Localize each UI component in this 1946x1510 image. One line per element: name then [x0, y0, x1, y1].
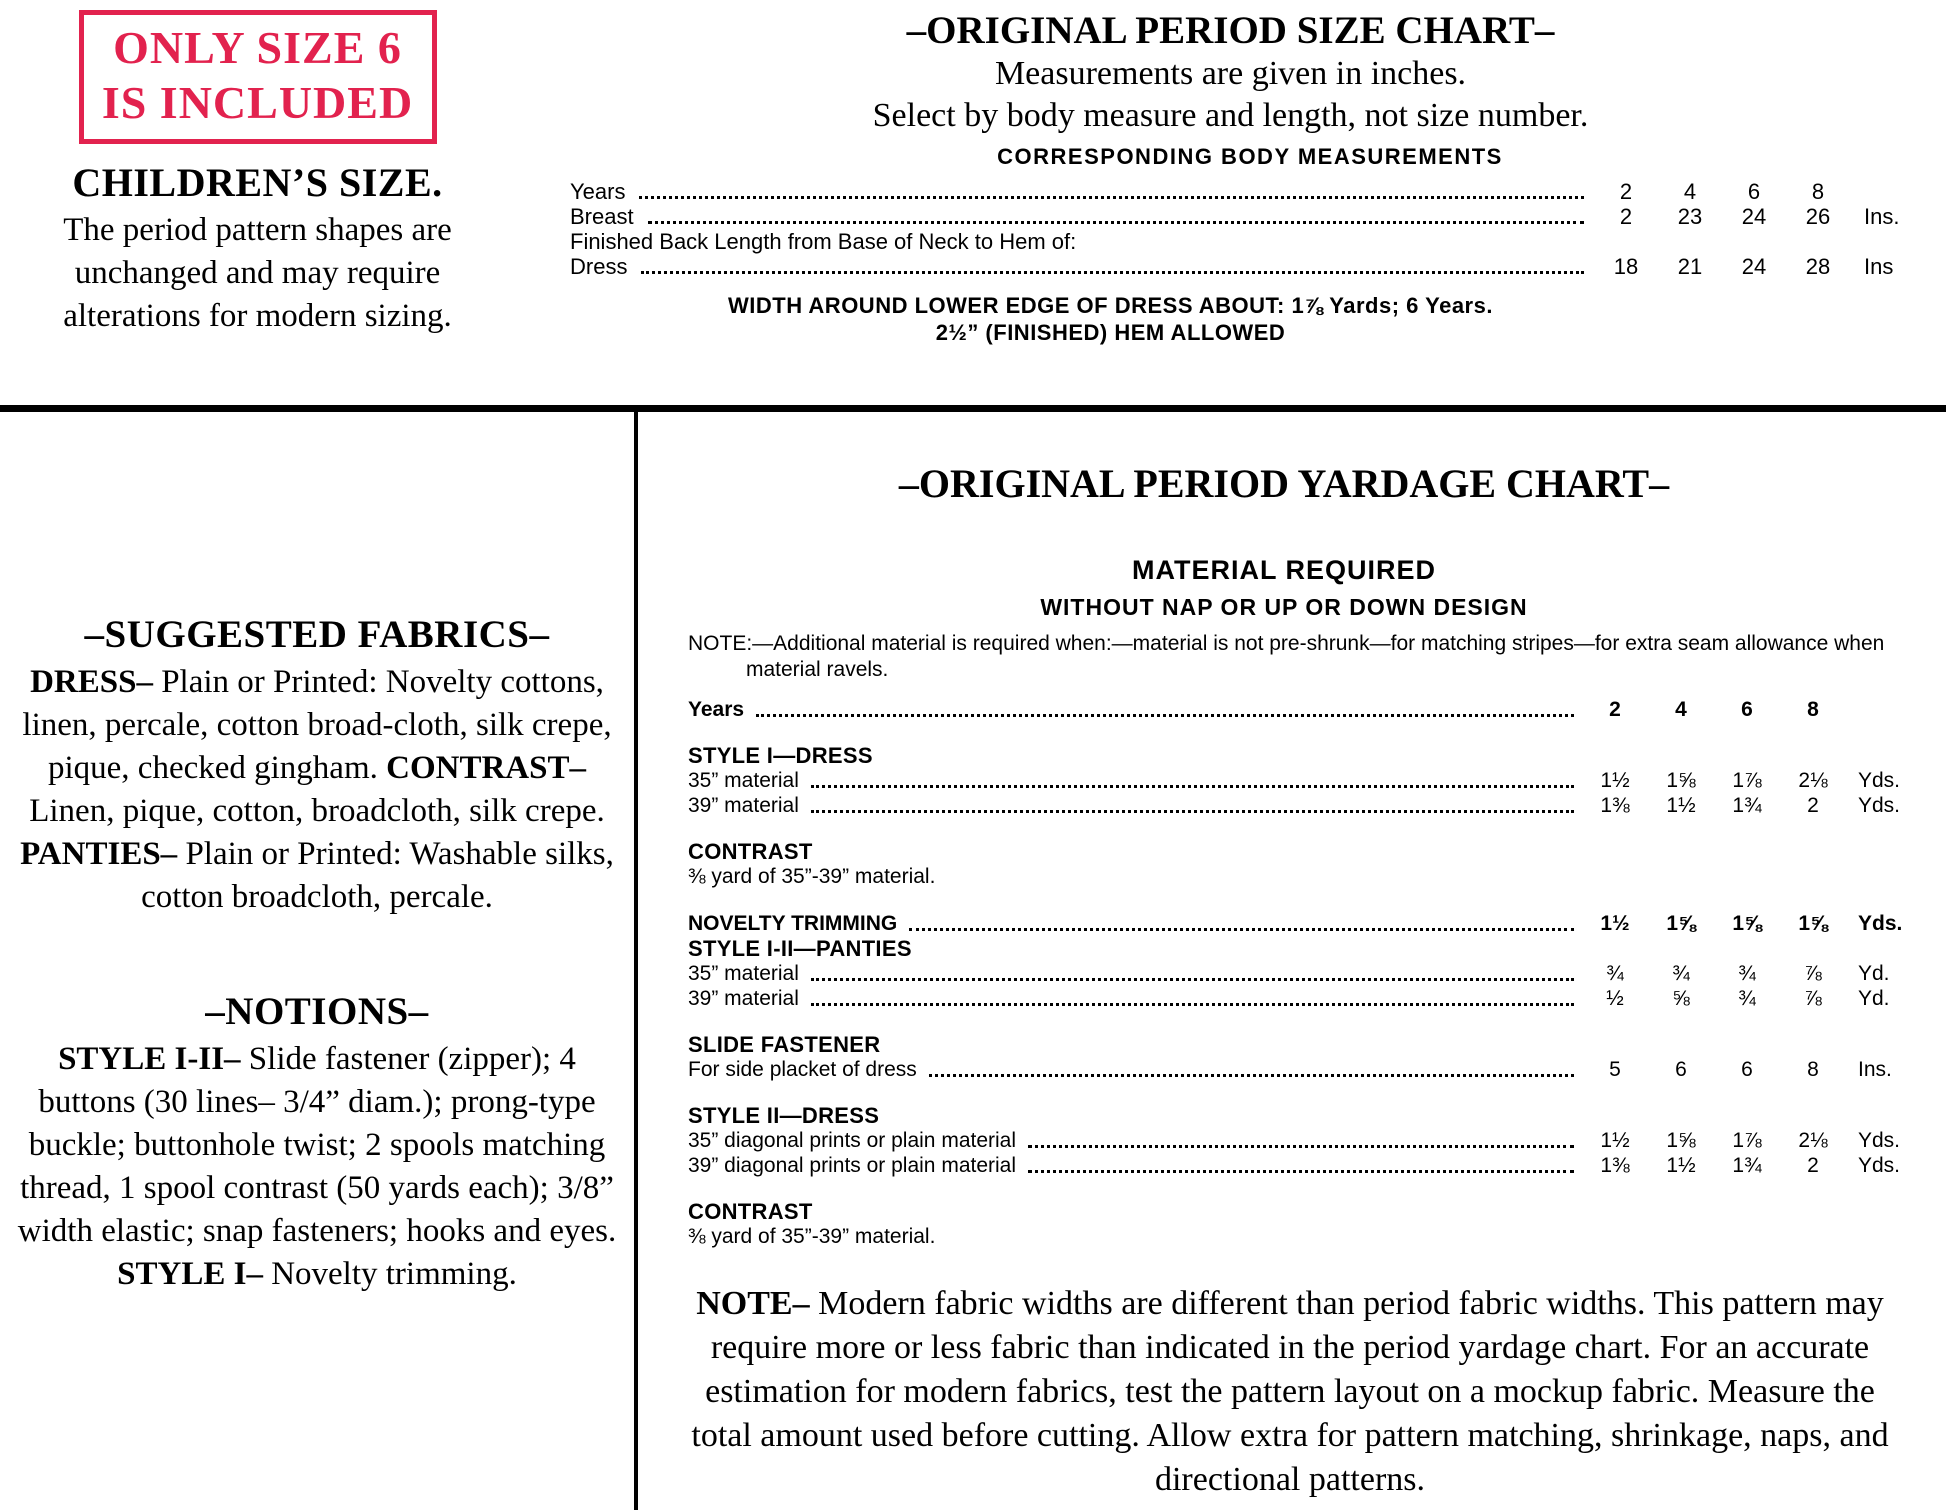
contrast-yardage-text: ⅜ yard of 35”-39” material. — [688, 1225, 936, 1248]
notions-style-i-ii-label: STYLE I-II– — [58, 1041, 241, 1077]
yardage-value: 1⅝ — [1732, 912, 1762, 935]
yardage-chart-title: –ORIGINAL PERIOD YARDAGE CHART– — [898, 461, 1670, 506]
top-section — [0, 0, 1946, 405]
row-label: 39” material — [688, 987, 799, 1010]
size-chart-section — [515, 0, 1946, 405]
yardage-value: 1½ — [1600, 769, 1630, 792]
table-row — [688, 961, 1930, 986]
notions-block — [14, 989, 620, 1296]
row-label: 39” diagonal prints or plain material — [688, 1154, 1017, 1177]
fabrics-panties-label: PANTIES– — [20, 836, 178, 872]
children-size-heading: CHILDREN’S SIZE. — [72, 160, 443, 205]
yardage-value: 2 — [1807, 1154, 1819, 1177]
section-heading: STYLE I-II—PANTIES — [688, 936, 912, 961]
yardage-value: 6 — [1741, 698, 1753, 721]
note-label: NOTE– — [696, 1285, 810, 1322]
fabrics-dress-text: Plain or Printed: Novelty cottons, linen, percale, cotton broad-cloth, silk crepe, pique, checked gingham. — [22, 664, 612, 786]
yardage-value: ⅞ — [1804, 987, 1822, 1010]
yardage-value: 1½ — [1666, 794, 1696, 817]
modern-fabric-note — [638, 1282, 1930, 1502]
dotted-leader — [811, 978, 1574, 981]
size-chart-subtitle-1: Measurements are given in inches. — [994, 55, 1467, 92]
dotted-leader — [641, 271, 1584, 274]
yardage-value: ¾ — [1672, 962, 1690, 985]
note-text: Modern fabric widths are different than period fabric widths. This pattern may require more or less fabric than indicated in the period yardage chart. For an accurate estimation for modern fabrics, test the pattern layout on a mockup fabric. Measure the total amount used before cutting. Allow extra for pattern matching, shrinkage, naps, and directional patterns. — [691, 1285, 1889, 1498]
size-value: 8 — [1811, 179, 1825, 204]
unit-label: Ins. — [1864, 204, 1900, 229]
table-row — [688, 986, 1930, 1011]
unit-label: Yds. — [1858, 794, 1901, 817]
bottom-section — [0, 412, 1946, 1510]
yardage-value: 1⅝ — [1666, 1129, 1696, 1152]
dotted-leader — [1028, 1170, 1574, 1173]
unit-label: Yds. — [1858, 912, 1903, 935]
size-value: 28 — [1805, 254, 1831, 279]
table-row — [570, 179, 1930, 204]
suggested-fabrics-text — [14, 661, 620, 919]
unit-label: Yd. — [1858, 962, 1890, 985]
fabrics-contrast-text: Linen, pique, cotton, broadcloth, silk crepe. — [29, 793, 605, 829]
yardage-value: ¾ — [1738, 987, 1756, 1010]
badge-line-1: ONLY SIZE 6 — [113, 22, 402, 73]
dotted-leader — [811, 1003, 1574, 1006]
section-heading: STYLE II—DRESS — [688, 1103, 880, 1128]
size-notice-column — [0, 0, 515, 405]
size-chart-title: –ORIGINAL PERIOD SIZE CHART– — [906, 9, 1555, 52]
yardage-value: ¾ — [1738, 962, 1756, 985]
size-value: 2 — [1619, 204, 1633, 229]
size-value: 24 — [1741, 254, 1767, 279]
yardage-value: 5 — [1609, 1058, 1621, 1081]
yardage-value: 2⅛ — [1798, 769, 1828, 792]
row-label: 35” diagonal prints or plain material — [688, 1129, 1017, 1152]
width-around-hem-line: WIDTH AROUND LOWER EDGE OF DRESS ABOUT: 1⅞ Yards; 6 Years. — [728, 293, 1493, 318]
notions-style-i-text: Novelty trimming. — [262, 1256, 517, 1292]
yardage-value: 6 — [1675, 1058, 1687, 1081]
dotted-leader — [811, 810, 1574, 813]
size-value: 21 — [1677, 254, 1703, 279]
yardage-value: 6 — [1741, 1058, 1753, 1081]
notions-title: –NOTIONS– — [205, 990, 429, 1033]
row-label: Finished Back Length from Base of Neck to Hem of: — [570, 229, 1077, 254]
table-row — [688, 793, 1930, 818]
size-chart-footer — [515, 292, 1946, 346]
yardage-value: 8 — [1807, 698, 1819, 721]
yardage-value: 1¾ — [1732, 794, 1762, 817]
unit-label: Yds. — [1858, 769, 1901, 792]
size-value: 24 — [1741, 204, 1767, 229]
size-value: 6 — [1747, 179, 1761, 204]
suggested-fabrics-title: –SUGGESTED FABRICS– — [84, 613, 550, 656]
badge-line-2: IS INCLUDED — [101, 77, 414, 128]
dotted-leader — [639, 196, 1584, 199]
unit-label: Ins. — [1858, 1058, 1892, 1081]
yardage-note-text: —Additional material is required when:—material is not pre-shrunk—for matching stripes—for extra seam allowance when material ravels. — [746, 632, 1885, 681]
fabrics-contrast-label: CONTRAST– — [386, 750, 586, 786]
fabrics-dress-label: DRESS– — [30, 664, 153, 700]
size-value: 26 — [1805, 204, 1831, 229]
yardage-value: 2 — [1609, 698, 1621, 721]
table-row — [688, 697, 1930, 722]
material-required-heading: MATERIAL REQUIRED — [1131, 555, 1436, 585]
yardage-value: 4 — [1675, 698, 1687, 721]
section-heading: STYLE I—DRESS — [688, 743, 873, 768]
dotted-leader — [756, 714, 1574, 717]
unit-label: Yds. — [1858, 1129, 1901, 1152]
section-heading: SLIDE FASTENER — [688, 1032, 881, 1057]
row-label: For side placket of dress — [688, 1058, 917, 1081]
row-label: Years — [570, 179, 626, 204]
yardage-value: 1⅞ — [1732, 769, 1762, 792]
section-heading: CONTRAST — [688, 839, 813, 864]
notions-style-i-label: STYLE I– — [117, 1256, 263, 1292]
row-label: NOVELTY TRIMMING — [688, 912, 898, 935]
yardage-value: 1⅜ — [1600, 794, 1630, 817]
table-row — [688, 1128, 1930, 1153]
row-label: Breast — [570, 204, 634, 229]
table-row — [570, 229, 1930, 254]
yardage-note-label: NOTE: — [688, 632, 753, 655]
unit-label: Yds. — [1858, 1154, 1901, 1177]
size-value: 18 — [1613, 254, 1639, 279]
notions-text — [14, 1038, 620, 1296]
dotted-leader — [909, 928, 1574, 931]
dotted-leader — [1028, 1145, 1574, 1148]
yardage-value: ⅝ — [1672, 987, 1690, 1010]
unit-label: Yd. — [1858, 987, 1890, 1010]
size-value: 4 — [1683, 179, 1697, 204]
yardage-value: 1½ — [1600, 912, 1630, 935]
horizontal-divider — [0, 405, 1946, 412]
unit-label: Ins — [1864, 254, 1894, 279]
dotted-leader — [811, 785, 1574, 788]
yardage-value: ¾ — [1606, 962, 1624, 985]
row-label: 39” material — [688, 794, 799, 817]
contrast-yardage-text: ⅜ yard of 35”-39” material. — [688, 865, 936, 888]
yardage-value: 1½ — [1666, 1154, 1696, 1177]
yardage-value: 2⅛ — [1798, 1129, 1828, 1152]
yardage-note — [688, 631, 1930, 683]
yardage-table — [638, 697, 1930, 1250]
fabrics-panties-text: Plain or Printed: Washable silks, cotton broadcloth, percale. — [141, 836, 614, 915]
table-row — [688, 911, 1930, 936]
yardage-value: 1⅜ — [1600, 1154, 1630, 1177]
row-label: 35” material — [688, 962, 799, 985]
yardage-value: 1¾ — [1732, 1154, 1762, 1177]
dotted-leader — [929, 1074, 1574, 1077]
fabrics-notions-column — [0, 412, 634, 1510]
hem-allowed-line: 2½” (FINISHED) HEM ALLOWED — [935, 320, 1286, 345]
table-row — [688, 1057, 1930, 1082]
yardage-value: 1⅝ — [1666, 769, 1696, 792]
body-measurements-caption: CORRESPONDING BODY MEASUREMENTS — [997, 144, 1503, 169]
row-label: Years — [688, 698, 745, 721]
yardage-value: 1⅝ — [1798, 912, 1828, 935]
row-label: Dress — [570, 254, 628, 279]
row-label: 35” material — [688, 769, 799, 792]
notions-style-i-ii-text: Slide fastener (zipper); 4 buttons (30 lines– 3/4” diam.); prong-type buckle; buttonhole twist; 2 spools matching thread, 1 spool contrast (50 yards each); 3/8” width elastic; snap fasteners; hooks and eyes. — [17, 1041, 617, 1249]
yardage-value: 1½ — [1600, 1129, 1630, 1152]
yardage-chart-section — [638, 412, 1946, 1510]
yardage-value: ½ — [1606, 987, 1624, 1010]
dotted-leader — [648, 221, 1584, 224]
yardage-value: 2 — [1807, 794, 1819, 817]
size-notice-badge — [79, 10, 437, 144]
without-nap-heading: WITHOUT NAP OR UP OR DOWN DESIGN — [1040, 594, 1528, 620]
table-row — [570, 204, 1930, 229]
body-measurements-table — [515, 144, 1946, 279]
yardage-value: ⅞ — [1804, 962, 1822, 985]
size-value: 23 — [1677, 204, 1703, 229]
size-value: 2 — [1619, 179, 1633, 204]
yardage-value: 8 — [1807, 1058, 1819, 1081]
table-row — [688, 1153, 1930, 1178]
yardage-value: 1⅞ — [1732, 1129, 1762, 1152]
table-row — [570, 254, 1930, 279]
yardage-value: 1⅝ — [1666, 912, 1696, 935]
section-heading: CONTRAST — [688, 1199, 813, 1224]
table-row — [688, 768, 1930, 793]
size-chart-subtitle-2: Select by body measure and length, not size number. — [872, 97, 1589, 134]
children-size-text: The period pattern shapes are unchanged and may require alterations for modern sizing. — [63, 212, 452, 334]
